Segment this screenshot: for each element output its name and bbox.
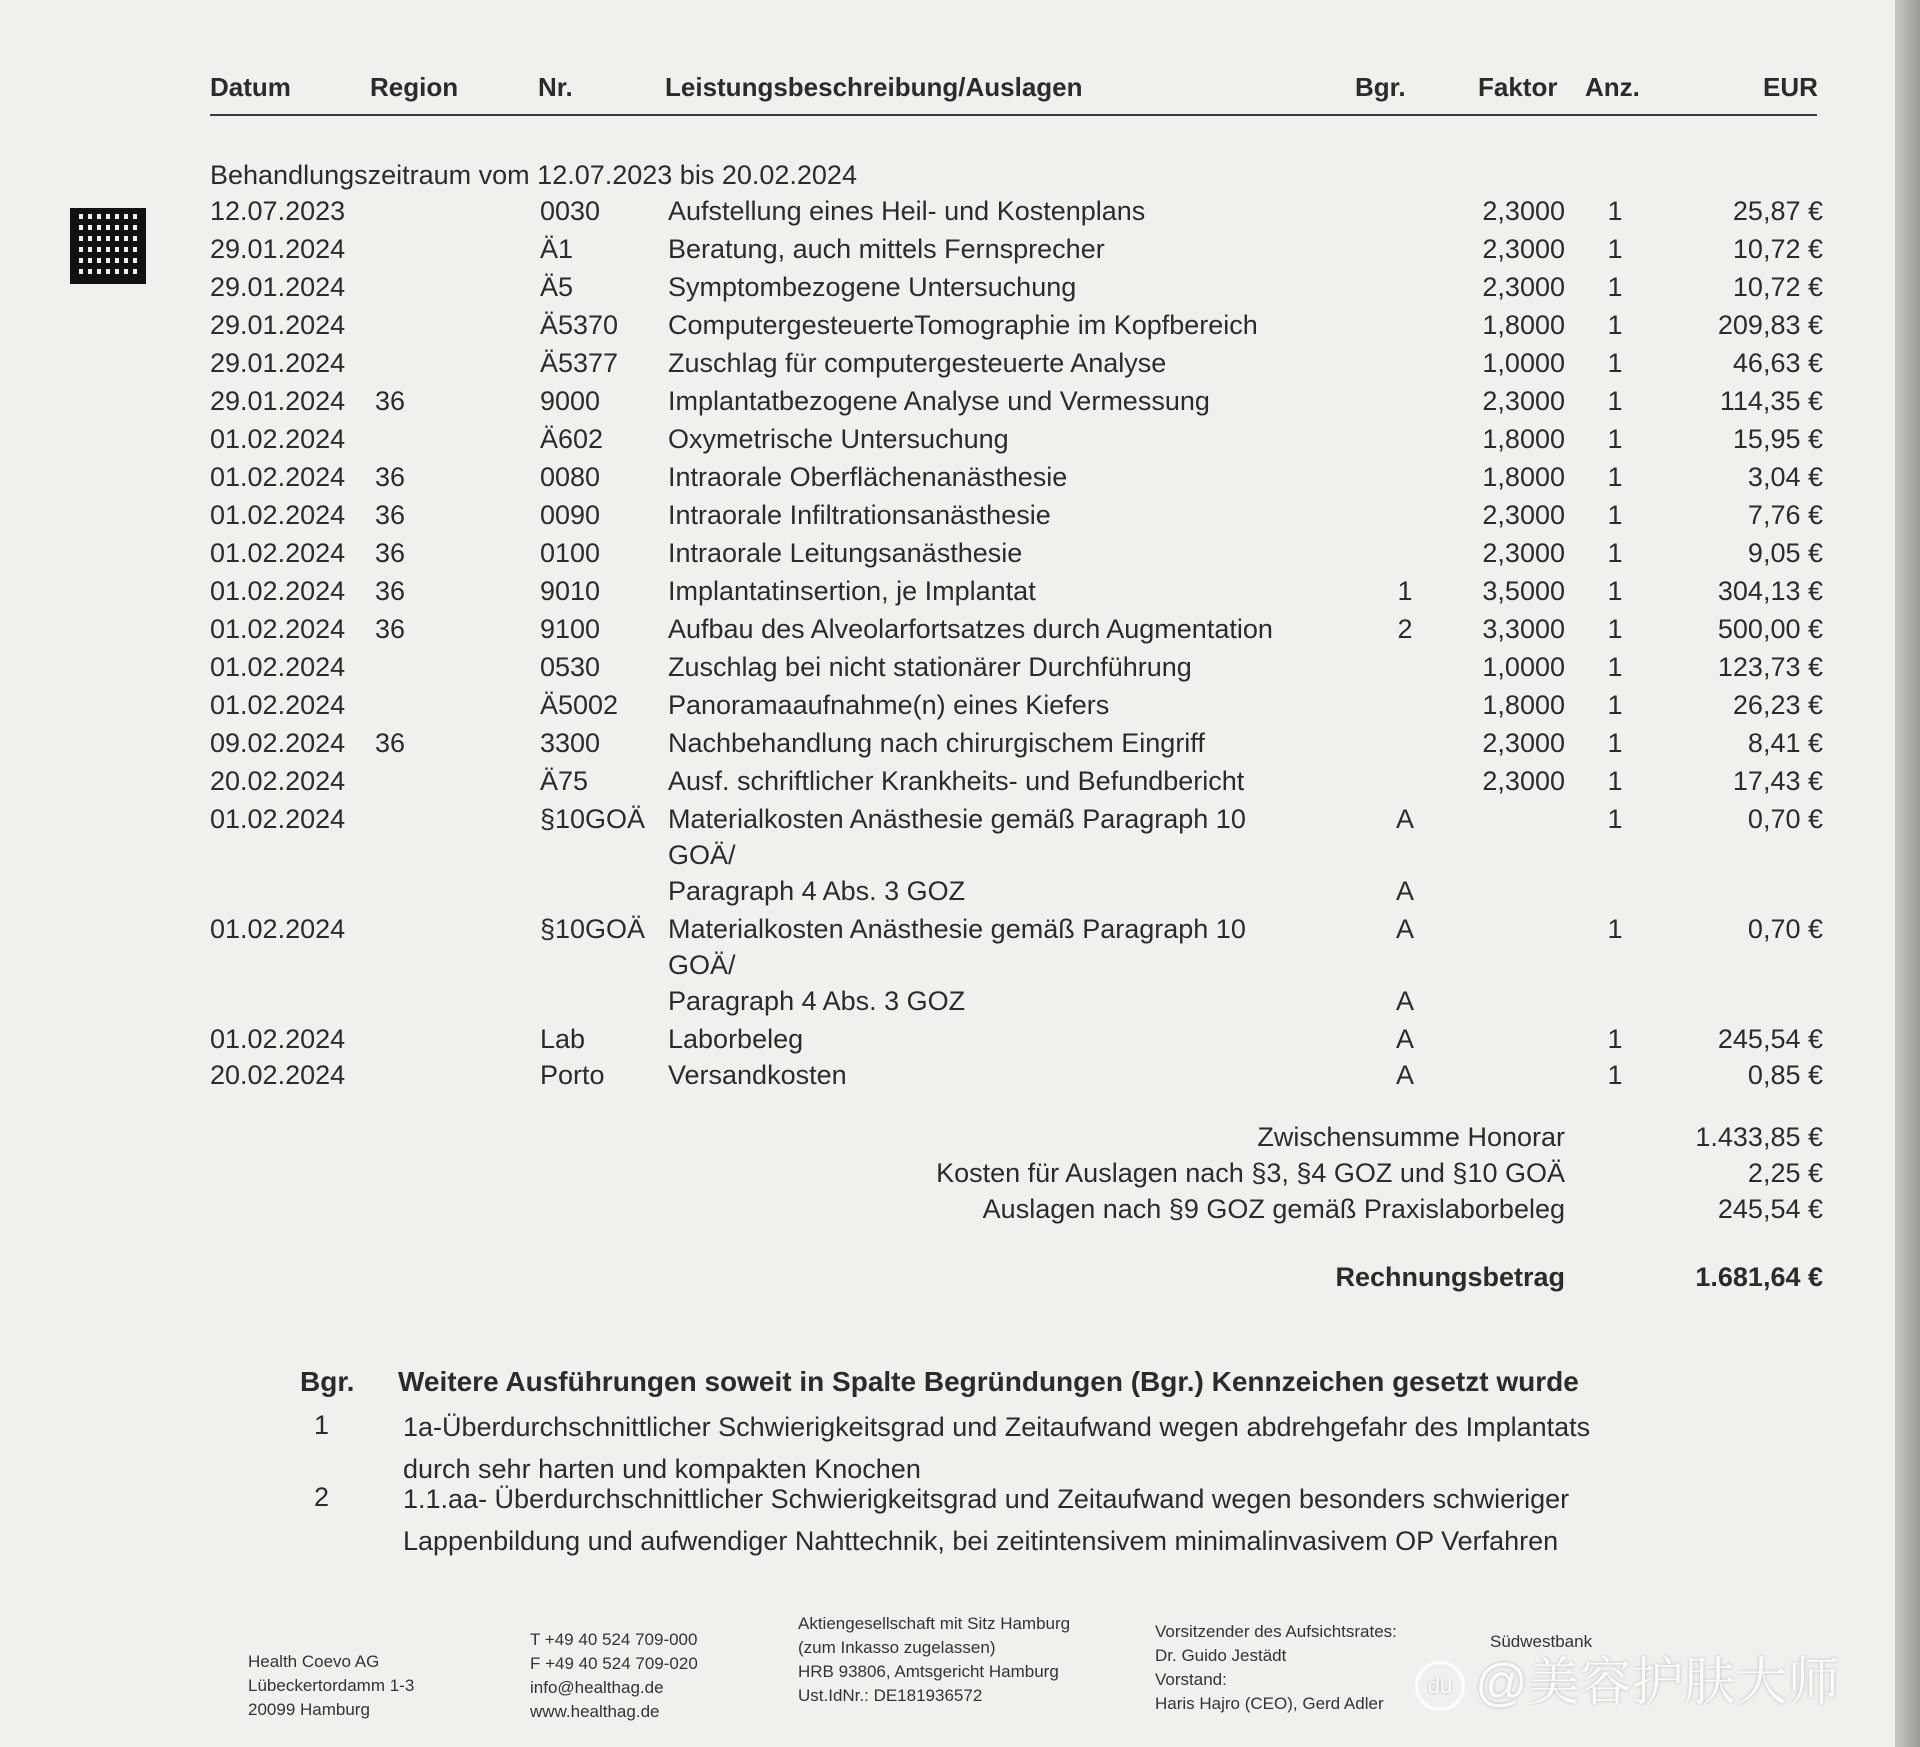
footer-line: Dr. Guido Jestädt xyxy=(1155,1646,1287,1665)
item-description: Implantatinsertion, je Implantat xyxy=(668,576,1036,606)
item-description: Aufbau des Alveolarfortsatzes durch Augmentation xyxy=(668,614,1273,644)
summary-label: Auslagen nach §9 GOZ gemäß Praxislaborbeleg xyxy=(982,1194,1565,1224)
footer-line: Vorstand: xyxy=(1155,1670,1227,1689)
footer-line: F +49 40 524 709-020 xyxy=(530,1654,698,1673)
justification-item-key: 2 xyxy=(314,1482,330,1512)
summary-label: Kosten für Auslagen nach §3, §4 GOZ und §10 GOÄ xyxy=(936,1158,1565,1188)
table-row xyxy=(0,500,1900,536)
item-bgr: A xyxy=(1395,986,1414,1016)
table-row xyxy=(0,804,1900,840)
item-date: 01.02.2024 xyxy=(210,500,346,530)
item-quantity: 1 xyxy=(1607,1024,1623,1054)
table-row xyxy=(0,914,1900,950)
table-row xyxy=(0,728,1900,764)
item-description: ComputergesteuerteTomographie im Kopfbereich xyxy=(668,310,1258,340)
item-date: 01.02.2024 xyxy=(210,538,346,568)
footer-line: 20099 Hamburg xyxy=(248,1700,370,1719)
item-factor: 3,5000 xyxy=(1482,576,1565,606)
item-number: Ä5377 xyxy=(540,348,619,378)
col-header-nr: Nr. xyxy=(538,72,573,102)
footer-line: (zum Inkasso zugelassen) xyxy=(798,1638,996,1657)
item-quantity: 1 xyxy=(1607,576,1623,606)
item-amount: 114,35 € xyxy=(1719,386,1823,416)
item-description: Intraorale Infiltrationsanästhesie xyxy=(668,500,1051,530)
item-amount: 3,04 € xyxy=(1747,462,1823,492)
item-number: §10GOÄ xyxy=(540,914,646,944)
table-row xyxy=(0,1024,1900,1060)
item-quantity: 1 xyxy=(1607,538,1623,568)
item-description: Zuschlag für computergesteuerte Analyse xyxy=(668,348,1167,378)
item-description: Materialkosten Anästhesie gemäß Paragraph 10 xyxy=(668,804,1246,834)
item-number: 0090 xyxy=(540,500,601,530)
item-number: 0030 xyxy=(540,196,601,226)
item-factor: 1,0000 xyxy=(1482,652,1565,682)
item-date: 01.02.2024 xyxy=(210,690,346,720)
table-row xyxy=(0,538,1900,574)
invoice-total-value: 1.681,64 € xyxy=(1695,1262,1823,1292)
item-description: Symptombezogene Untersuchung xyxy=(668,272,1077,302)
table-row xyxy=(0,1060,1900,1096)
item-factor: 2,3000 xyxy=(1482,728,1565,758)
item-date: 01.02.2024 xyxy=(210,424,346,454)
item-description: Versandkosten xyxy=(668,1060,847,1090)
item-factor: 2,3000 xyxy=(1482,538,1565,568)
item-bgr: A xyxy=(1395,914,1414,944)
item-description: Paragraph 4 Abs. 3 GOZ xyxy=(668,876,966,906)
item-description: Nachbehandlung nach chirurgischem Eingriff xyxy=(668,728,1205,758)
item-quantity: 1 xyxy=(1607,914,1623,944)
item-factor: 1,8000 xyxy=(1482,310,1565,340)
item-number: Ä5002 xyxy=(540,690,619,720)
item-description: Zuschlag bei nicht stationärer Durchführung xyxy=(668,652,1192,682)
footer-line: Südwestbank xyxy=(1490,1632,1593,1651)
table-row xyxy=(0,690,1900,726)
item-date: 29.01.2024 xyxy=(210,234,346,264)
item-description: Implantatbezogene Analyse und Vermessung xyxy=(668,386,1210,416)
item-amount: 17,43 € xyxy=(1732,766,1823,796)
item-bgr: 1 xyxy=(1397,576,1413,606)
item-region: 36 xyxy=(375,462,406,492)
item-quantity: 1 xyxy=(1607,614,1623,644)
table-row xyxy=(0,234,1900,270)
item-number: §10GOÄ xyxy=(540,804,646,834)
item-quantity: 1 xyxy=(1607,690,1623,720)
summary-value: 245,54 € xyxy=(1717,1194,1823,1224)
item-date: 01.02.2024 xyxy=(210,914,346,944)
footer-line: Health Coevo AG xyxy=(248,1652,380,1671)
summary-value: 2,25 € xyxy=(1747,1158,1823,1188)
item-date: 20.02.2024 xyxy=(210,766,346,796)
item-number: 3300 xyxy=(540,728,601,758)
item-bgr: A xyxy=(1395,876,1414,906)
item-quantity: 1 xyxy=(1607,196,1623,226)
invoice-total-row xyxy=(0,1262,1900,1296)
col-header-region: Region xyxy=(370,72,459,102)
item-quantity: 1 xyxy=(1607,766,1623,796)
watermark-text: @美容护肤大师 xyxy=(1475,1654,1840,1712)
item-description: Paragraph 4 Abs. 3 GOZ xyxy=(668,986,966,1016)
col-header-description: Leistungsbeschreibung/Auslagen xyxy=(665,72,1083,102)
item-factor: 1,0000 xyxy=(1482,348,1565,378)
item-factor: 1,8000 xyxy=(1482,424,1565,454)
page-edge-shadow xyxy=(1895,0,1920,1747)
footer-line: Lübeckertordamm 1-3 xyxy=(248,1676,415,1695)
item-amount: 10,72 € xyxy=(1732,234,1823,264)
summary-value: 1.433,85 € xyxy=(1695,1122,1823,1152)
item-quantity: 1 xyxy=(1607,348,1623,378)
item-quantity: 1 xyxy=(1607,310,1623,340)
item-number: 9000 xyxy=(540,386,601,416)
item-quantity: 1 xyxy=(1607,234,1623,264)
item-description: Ausf. schriftlicher Krankheits- und Befundbericht xyxy=(668,766,1245,796)
item-quantity: 1 xyxy=(1607,1060,1623,1090)
item-date: 01.02.2024 xyxy=(210,462,346,492)
item-factor: 1,8000 xyxy=(1482,690,1565,720)
item-bgr: A xyxy=(1395,1024,1414,1054)
item-number: Porto xyxy=(540,1060,605,1090)
item-quantity: 1 xyxy=(1607,728,1623,758)
item-number: 9010 xyxy=(540,576,601,606)
table-row xyxy=(0,950,1900,986)
item-number: Ä5370 xyxy=(540,310,619,340)
item-quantity: 1 xyxy=(1607,804,1623,834)
item-factor: 2,3000 xyxy=(1482,234,1565,264)
footer-line: Aktiengesellschaft mit Sitz Hamburg xyxy=(798,1614,1071,1633)
col-header-datum: Datum xyxy=(210,72,291,102)
footer-company xyxy=(248,1650,414,1722)
item-date: 01.02.2024 xyxy=(210,576,346,606)
table-row xyxy=(0,876,1900,912)
item-quantity: 1 xyxy=(1607,272,1623,302)
treatment-period: Behandlungszeitraum vom 12.07.2023 bis 20.02.2024 xyxy=(210,160,857,190)
table-row xyxy=(0,386,1900,422)
footer-line: Vorsitzender des Aufsichtsrates: xyxy=(1155,1622,1397,1641)
table-row xyxy=(0,196,1900,232)
item-date: 12.07.2023 xyxy=(210,196,346,226)
item-amount: 245,54 € xyxy=(1717,1024,1823,1054)
item-region: 36 xyxy=(375,614,406,644)
item-number: 0080 xyxy=(540,462,601,492)
item-quantity: 1 xyxy=(1607,386,1623,416)
item-amount: 25,87 € xyxy=(1732,196,1823,226)
item-amount: 304,13 € xyxy=(1717,576,1823,606)
item-number: 9100 xyxy=(540,614,601,644)
item-date: 29.01.2024 xyxy=(210,272,346,302)
item-region: 36 xyxy=(375,386,406,416)
item-date: 01.02.2024 xyxy=(210,652,346,682)
item-date: 29.01.2024 xyxy=(210,386,346,416)
item-date: 01.02.2024 xyxy=(210,804,346,834)
item-description: Panoramaaufnahme(n) eines Kiefers xyxy=(668,690,1110,720)
item-amount: 26,23 € xyxy=(1732,690,1823,720)
item-amount: 8,41 € xyxy=(1747,728,1823,758)
item-amount: 0,85 € xyxy=(1747,1060,1823,1090)
item-date: 29.01.2024 xyxy=(210,348,346,378)
item-date: 29.01.2024 xyxy=(210,310,346,340)
summary-row xyxy=(0,1122,1900,1156)
justification-key-header: Bgr. xyxy=(300,1366,355,1397)
item-amount: 209,83 € xyxy=(1717,310,1823,340)
item-region: 36 xyxy=(375,576,406,606)
item-amount: 15,95 € xyxy=(1732,424,1823,454)
table-row xyxy=(0,462,1900,498)
summary-row xyxy=(0,1194,1900,1228)
item-number: 0530 xyxy=(540,652,601,682)
item-number: Ä1 xyxy=(540,234,574,264)
item-factor: 3,3000 xyxy=(1482,614,1565,644)
item-amount: 46,63 € xyxy=(1732,348,1823,378)
item-amount: 10,72 € xyxy=(1732,272,1823,302)
item-amount: 7,76 € xyxy=(1747,500,1823,530)
item-factor: 1,8000 xyxy=(1482,462,1565,492)
item-number: Lab xyxy=(540,1024,586,1054)
item-number: Ä5 xyxy=(540,272,574,302)
table-row xyxy=(0,766,1900,802)
footer-line: Haris Hajro (CEO), Gerd Adler xyxy=(1155,1694,1384,1713)
item-bgr: 2 xyxy=(1397,614,1413,644)
paw-logo-icon: du xyxy=(1415,1661,1465,1711)
table-row xyxy=(0,310,1900,346)
table-row xyxy=(0,272,1900,308)
item-date: 20.02.2024 xyxy=(210,1060,346,1090)
col-header-bgr: Bgr. xyxy=(1355,72,1406,102)
justification-item-text: 1a-Überdurchschnittlicher Schwierigkeitsgrad und Zeitaufwand wegen abdrehgefahr des Implantats durch sehr harten und kompakten Knochen xyxy=(403,1412,1591,1484)
table-row xyxy=(0,424,1900,460)
item-region: 36 xyxy=(375,500,406,530)
item-quantity: 1 xyxy=(1607,462,1623,492)
summary-label: Zwischensumme Honorar xyxy=(1257,1122,1565,1152)
item-amount: 500,00 € xyxy=(1717,614,1823,644)
footer-line: Ust.IdNr.: DE181936572 xyxy=(798,1686,983,1705)
item-quantity: 1 xyxy=(1607,652,1623,682)
footer-contact xyxy=(530,1628,698,1724)
item-description: Materialkosten Anästhesie gemäß Paragraph 10 xyxy=(668,914,1246,944)
item-region: 36 xyxy=(375,538,406,568)
item-bgr: A xyxy=(1395,1060,1414,1090)
footer-board xyxy=(1155,1620,1397,1716)
item-description: GOÄ/ xyxy=(668,840,736,870)
table-row xyxy=(0,986,1900,1022)
item-description: Beratung, auch mittels Fernsprecher xyxy=(668,234,1105,264)
table-row xyxy=(0,840,1900,876)
justification-title: Weitere Ausführungen soweit in Spalte Begründungen (Bgr.) Kennzeichen gesetzt wurde xyxy=(398,1366,1579,1397)
item-number: Ä602 xyxy=(540,424,604,454)
item-quantity: 1 xyxy=(1607,424,1623,454)
item-description: Laborbeleg xyxy=(668,1024,804,1054)
item-description: Oxymetrische Untersuchung xyxy=(668,424,1009,454)
item-description: Intraorale Leitungsanästhesie xyxy=(668,538,1023,568)
watermark xyxy=(1415,1640,1840,1710)
item-amount: 9,05 € xyxy=(1747,538,1823,568)
table-row xyxy=(0,614,1900,650)
justification-item-text: 1.1.aa- Überdurchschnittlicher Schwierigkeitsgrad und Zeitaufwand wegen besonders schwieriger Lappenbildung und aufwendiger Nahttechnik, bei zeitintensivem minimalinvasivem OP Verfahren xyxy=(403,1484,1570,1556)
table-row xyxy=(0,576,1900,612)
footer-line: T +49 40 524 709-000 xyxy=(530,1630,698,1649)
col-header-eur: EUR xyxy=(1763,72,1818,102)
item-number: Ä75 xyxy=(540,766,589,796)
item-bgr: A xyxy=(1395,804,1414,834)
item-region: 36 xyxy=(375,728,406,758)
summary-row xyxy=(0,1158,1900,1192)
footer-line: info@healthag.de xyxy=(530,1678,664,1697)
item-factor: 2,3000 xyxy=(1482,766,1565,796)
item-amount: 0,70 € xyxy=(1747,804,1823,834)
item-description: Intraorale Oberflächenanästhesie xyxy=(668,462,1068,492)
item-description: Aufstellung eines Heil- und Kostenplans xyxy=(668,196,1146,226)
item-quantity: 1 xyxy=(1607,500,1623,530)
item-factor: 2,3000 xyxy=(1482,196,1565,226)
item-date: 09.02.2024 xyxy=(210,728,346,758)
item-factor: 2,3000 xyxy=(1482,272,1565,302)
invoice-total-label: Rechnungsbetrag xyxy=(1335,1262,1565,1292)
item-factor: 2,3000 xyxy=(1482,500,1565,530)
col-header-anz: Anz. xyxy=(1585,72,1640,102)
item-date: 01.02.2024 xyxy=(210,614,346,644)
item-description: GOÄ/ xyxy=(668,950,736,980)
col-header-faktor: Faktor xyxy=(1478,72,1558,102)
item-factor: 2,3000 xyxy=(1482,386,1565,416)
header-divider xyxy=(210,114,1817,116)
footer-line: www.healthag.de xyxy=(530,1702,660,1721)
item-amount: 0,70 € xyxy=(1747,914,1823,944)
item-number: 0100 xyxy=(540,538,601,568)
footer-registry xyxy=(798,1612,1070,1708)
table-row xyxy=(0,652,1900,688)
item-amount: 123,73 € xyxy=(1717,652,1823,682)
table-row xyxy=(0,348,1900,384)
item-date: 01.02.2024 xyxy=(210,1024,346,1054)
footer-line: HRB 93806, Amtsgericht Hamburg xyxy=(798,1662,1059,1681)
justification-item-key: 1 xyxy=(314,1410,330,1440)
